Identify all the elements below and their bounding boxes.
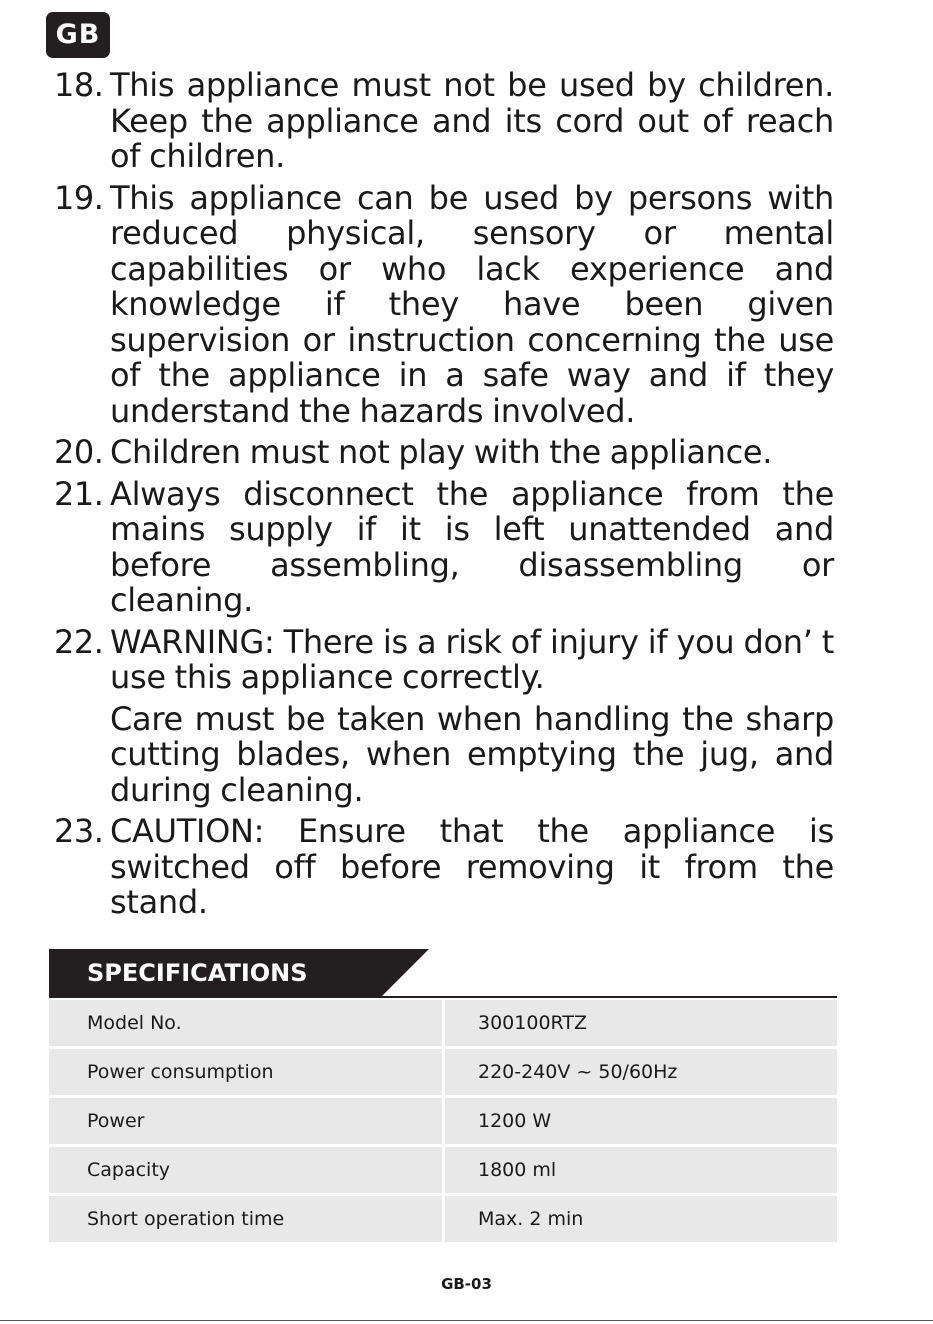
spec-value: 300100RTZ bbox=[445, 1000, 837, 1049]
table-row bbox=[49, 1098, 837, 1147]
spec-label: Short operation time bbox=[49, 1196, 445, 1245]
page-number: GB-03 bbox=[441, 1275, 492, 1293]
item-number: 21. bbox=[54, 474, 104, 513]
footer-divider bbox=[0, 1320, 933, 1321]
table-row bbox=[49, 1196, 837, 1245]
list-item bbox=[54, 435, 834, 471]
item-number: 23. bbox=[54, 812, 104, 850]
item-note: Care must be taken when handling the sharp cutting blades, when emptying the jug, and during cleaning. bbox=[110, 699, 834, 809]
spec-value: 220-240V ~ 50/60Hz bbox=[445, 1049, 837, 1098]
table-row bbox=[49, 1049, 837, 1098]
table-row bbox=[49, 1000, 837, 1049]
spec-value: Max. 2 min bbox=[445, 1196, 837, 1245]
item-text: Children must not play with the appliance. bbox=[110, 433, 773, 471]
spec-label: Capacity bbox=[49, 1147, 445, 1196]
list-item bbox=[54, 474, 834, 619]
item-text: This appliance must not be used by children. Keep the appliance and its cord out of reach of children. bbox=[110, 66, 834, 175]
list-item bbox=[54, 814, 834, 921]
table-row bbox=[49, 1147, 837, 1196]
item-text: CAUTION: Ensure that the appliance is switched off before removing it from the stand. bbox=[110, 812, 834, 921]
spec-value: 1800 ml bbox=[445, 1147, 837, 1196]
list-item bbox=[54, 178, 834, 430]
language-badge: GB bbox=[46, 12, 110, 58]
item-number: 20. bbox=[54, 433, 104, 471]
spec-label: Power consumption bbox=[49, 1049, 445, 1098]
item-number: 22. bbox=[54, 622, 104, 661]
list-item bbox=[54, 622, 834, 809]
item-text: Always disconnect the appliance from the mains supply if it is left unattended and before assembling, disassembling or cleaning. bbox=[110, 474, 834, 619]
item-text: WARNING: There is a risk of injury if you don’ t use this appliance correctly. bbox=[110, 622, 834, 696]
safety-instructions-list bbox=[54, 68, 834, 927]
spec-label: Power bbox=[49, 1098, 445, 1147]
spec-label: Model No. bbox=[49, 1000, 445, 1049]
item-text: This appliance can be used by persons with reduced physical, sensory or mental capabilities or who lack experience and knowledge if they have been given supervision or instruction concerning the use of the appliance in a safe way and if they understand the hazards involved. bbox=[110, 178, 834, 430]
header-divider bbox=[49, 996, 837, 998]
specifications-table bbox=[49, 1000, 837, 1245]
item-number: 19. bbox=[54, 178, 104, 217]
spec-value: 1200 W bbox=[445, 1098, 837, 1147]
specifications-header bbox=[49, 949, 837, 999]
item-number: 18. bbox=[54, 66, 104, 104]
specifications-title: SPECIFICATIONS bbox=[87, 959, 308, 987]
list-item bbox=[54, 68, 834, 175]
